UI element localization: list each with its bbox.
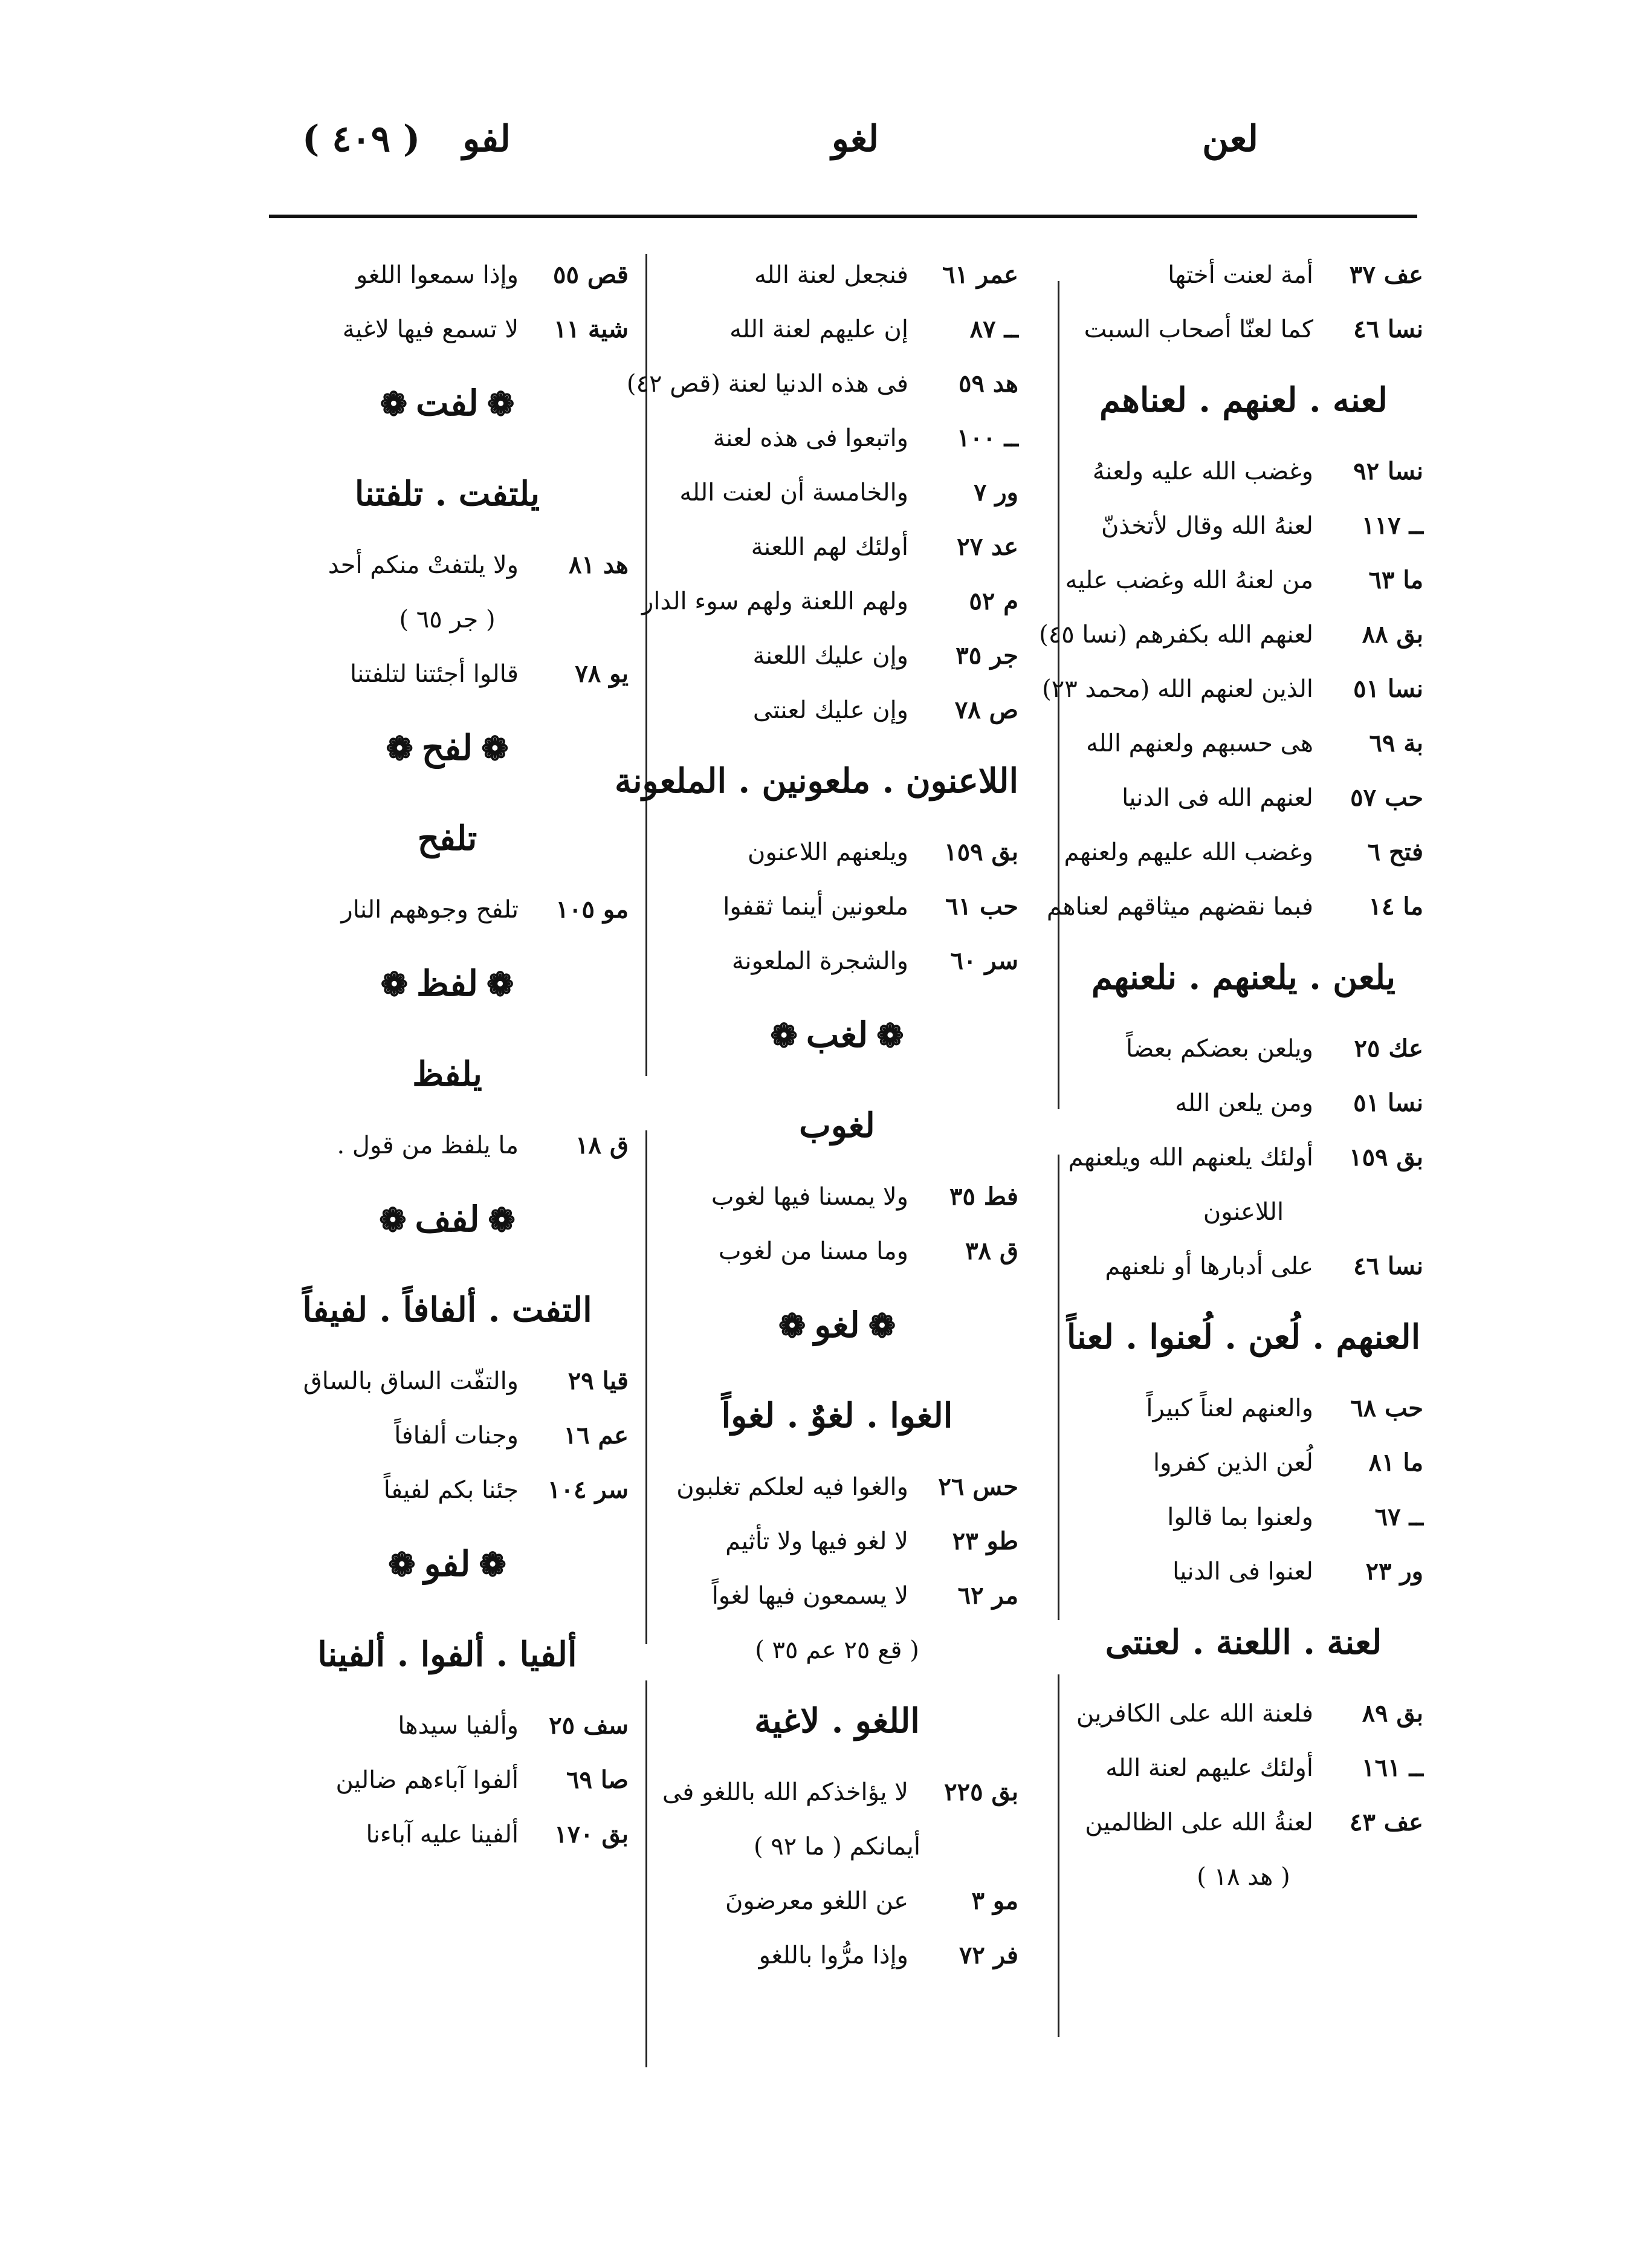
entry-reference: صا ٦٩ (566, 1766, 629, 1794)
index-entry (266, 248, 629, 302)
entry-text: لعنوا فى الدنيا (1172, 1558, 1313, 1586)
ornament-bracket-icon: ❁ (388, 1545, 416, 1584)
entry-text: من لعنهُ الله وغضب عليه (1065, 566, 1313, 594)
root-heading (266, 701, 629, 795)
index-entry (656, 825, 1018, 880)
index-entry (1064, 553, 1423, 608)
root-heading (266, 1517, 629, 1611)
entry-text: عن اللغو معرضونَ (725, 1887, 908, 1915)
ornament-bracket-icon: ❁ (778, 1306, 806, 1345)
column-right (1039, 248, 1423, 1904)
entry-text: ولعنوا بما قالوا (1167, 1503, 1313, 1531)
entry-text: قالوا أجئتنا لتلفتنا (349, 660, 519, 688)
entry-text: وجنات ألفافاً (394, 1422, 519, 1450)
entry-reference: نسا ٥١ (1353, 1089, 1423, 1117)
index-entry (656, 248, 1018, 302)
entry-reference: ــ ١١٧ (1362, 511, 1423, 540)
index-entry (1064, 1381, 1423, 1436)
index-entry (1064, 1076, 1423, 1130)
index-entry (266, 1408, 629, 1463)
index-entry (1064, 771, 1423, 825)
entry-text: وإن عليك لعنتى (752, 696, 908, 724)
entry-reference: هد ٥٩ (959, 369, 1018, 398)
entry-text: لُعن الذين كفروا (1153, 1449, 1313, 1477)
entry-text: ما يلفظ من قول . (337, 1132, 519, 1159)
index-entry (1064, 444, 1423, 499)
entry-reference: ور ٢٣ (1365, 1557, 1423, 1586)
index-entry (656, 683, 1018, 737)
entry-text: إن عليهم لعنة الله (729, 316, 908, 343)
index-entry (656, 1874, 1018, 1928)
entry-text: الذين لعنهم الله (محمد ٢٣) (1042, 675, 1313, 703)
entry-reference: عف ٣٧ (1349, 261, 1423, 289)
root-heading (266, 937, 629, 1031)
entry-reference: مو ١٠٥ (555, 895, 629, 924)
entry-text: ملعونين أينما ثقفوا (723, 893, 908, 921)
index-entry (266, 1807, 629, 1862)
index-entry (266, 647, 629, 701)
entry-text: ويلعنهم اللاعنون (748, 838, 908, 866)
entry-reference: ما ١٤ (1368, 892, 1423, 921)
entry-text: ولا يمسنا فيها لغوب (711, 1183, 908, 1211)
entry-reference: ما ٦٣ (1368, 566, 1423, 594)
entry-reference: حب ٥٧ (1350, 783, 1423, 812)
root-heading (266, 1173, 629, 1266)
entry-text: والغوا فيه لعلكم تغلبون (676, 1473, 908, 1501)
column-divider (645, 1680, 647, 2067)
column-divider (645, 1130, 647, 1644)
entry-text: ألفينا عليه آباءنا (366, 1821, 519, 1848)
root-heading (656, 988, 1018, 1082)
entry-reference: ق ٣٨ (965, 1237, 1018, 1265)
entry-reference: حس ٢٦ (938, 1473, 1018, 1501)
header-right-root: لعن (1202, 118, 1258, 160)
entry-reference: سر ١٠٤ (548, 1476, 629, 1504)
entry-text: ( جر ٦٥ ) (399, 606, 496, 633)
entry-text: لعنهُ الله وقال لأتخذنّ (1101, 512, 1313, 540)
entry-reference: مو ٣ (971, 1887, 1018, 1915)
page-number: ( ٤٠٩ ) (302, 118, 421, 160)
ornament-bracket-icon: ❁ (481, 729, 509, 768)
entry-text: لا لغو فيها ولا تأثيم (725, 1528, 908, 1555)
entry-reference: شية ١١ (554, 315, 629, 343)
index-entry (266, 302, 629, 357)
entry-reference: عمر ٦١ (942, 261, 1018, 289)
word-heading: اللغو . لاغية (754, 1701, 920, 1741)
index-entry (1064, 825, 1423, 880)
entry-text: لعنةُ الله على الظالمين (1085, 1809, 1313, 1836)
entry-reference: م ٥٢ (969, 587, 1018, 615)
index-entry (266, 883, 629, 937)
entry-reference: بق ٨٩ (1362, 1699, 1423, 1728)
entry-text: على أدبارها أو نلعنهم (1105, 1252, 1313, 1280)
entry-reference: مر ٦٢ (957, 1581, 1018, 1610)
index-entry (656, 1928, 1018, 1983)
word-heading: لغوب (799, 1106, 875, 1145)
column-divider (1058, 1674, 1059, 2037)
column-left (266, 248, 629, 1862)
root-heading-text: لفت (416, 383, 479, 424)
word-heading: يلعن . يلعنهم . نلعنهم (1091, 957, 1395, 997)
index-entry (1064, 499, 1423, 553)
word-heading: يلفظ (412, 1054, 482, 1094)
entry-continuation (656, 1623, 1018, 1677)
ornament-bracket-icon: ❁ (876, 1016, 904, 1055)
word-heading: يلتفت . تلفتنا (354, 474, 540, 514)
root-heading-text: لفو (424, 1543, 471, 1584)
index-entry (656, 465, 1018, 520)
entry-reference: بق ١٥٩ (1349, 1143, 1423, 1171)
ornament-bracket-icon: ❁ (487, 965, 514, 1003)
entry-text: أمة لعنت أختها (1168, 261, 1313, 289)
index-entry (1064, 1022, 1423, 1076)
index-entry (1064, 1239, 1423, 1294)
entry-reference: عك ٢٥ (1354, 1034, 1423, 1063)
entry-reference: جر ٣٥ (956, 641, 1018, 670)
entry-reference: ور ٧ (973, 478, 1018, 507)
entry-reference: هد ٨١ (569, 551, 629, 579)
entry-text: هى حسبهم ولعنهم الله (1085, 730, 1313, 757)
root-heading-text: لغو (814, 1304, 860, 1346)
entry-reference: نسا ٤٦ (1353, 1252, 1423, 1280)
root-heading-text: لفف (415, 1199, 480, 1240)
entry-reference: حب ٦١ (945, 892, 1018, 921)
entry-reference: ــ ١٠٠ (957, 424, 1018, 452)
index-entry (656, 1460, 1018, 1514)
column-middle (614, 248, 1018, 1983)
entry-text: والخامسة أن لعنت الله (679, 479, 908, 507)
entry-text: لا يؤاخذكم الله باللغو فى (662, 1778, 908, 1806)
ornament-bracket-icon: ❁ (488, 1200, 516, 1239)
ornament-bracket-icon: ❁ (868, 1306, 896, 1345)
column-divider (1058, 1155, 1059, 1620)
index-entry (266, 538, 629, 592)
index-entry (1064, 1436, 1423, 1490)
entry-reference: ــ ١٦١ (1362, 1754, 1423, 1782)
entry-reference: ص ٧٨ (954, 696, 1018, 724)
entry-text: وغضب الله عليه ولعنهُ (1092, 458, 1313, 485)
entry-reference: ق ١٨ (575, 1131, 629, 1159)
index-entry (656, 411, 1018, 465)
ornament-bracket-icon: ❁ (380, 965, 408, 1003)
entry-text: كما لعنّا أصحاب السبت (1084, 316, 1313, 343)
root-heading-text: لغب (806, 1014, 868, 1055)
entry-text: فلعنة الله على الكافرين (1076, 1700, 1313, 1728)
entry-text: لعنهم الله بكفرهم (نسا ٤٥) (1039, 621, 1313, 649)
entry-reference: نسا ٤٦ (1353, 315, 1423, 343)
header-left-root: لفو (462, 118, 511, 160)
entry-text: والشجرة الملعونة (731, 947, 908, 975)
index-entry (1064, 302, 1423, 357)
entry-reference: فط ٣٥ (949, 1182, 1018, 1211)
entry-reference: بق ١٥٩ (944, 838, 1018, 866)
entry-text: وما مسنا من لغوب (718, 1237, 908, 1265)
index-entry (1064, 248, 1423, 302)
index-entry (1064, 1795, 1423, 1850)
entry-reference: نسا ٩٢ (1353, 457, 1423, 485)
word-heading: العنهم . لُعن . لُعنوا . لعناً (1066, 1317, 1421, 1357)
index-entry (656, 1514, 1018, 1569)
entry-text: فنجعل لعنة الله (754, 261, 908, 289)
index-entry (656, 520, 1018, 574)
index-entry (266, 1118, 629, 1173)
entry-reference: سف ٢٥ (549, 1711, 629, 1740)
index-entry (656, 1170, 1018, 1224)
entry-text: واتبعوا فى هذه لعنة (713, 424, 908, 452)
ornament-bracket-icon: ❁ (487, 384, 515, 423)
index-entry (656, 1224, 1018, 1278)
entry-text: أولئك يلعنهم الله ويلعنهم (1068, 1144, 1313, 1171)
index-entry (1064, 1490, 1423, 1544)
index-entry (656, 1765, 1018, 1819)
index-entry (1064, 716, 1423, 771)
index-entry (266, 1753, 629, 1807)
ornament-bracket-icon: ❁ (770, 1016, 798, 1055)
entry-text: أولئك عليهم لعنة الله (1105, 1754, 1313, 1782)
entry-reference: حب ٦٨ (1350, 1394, 1423, 1422)
index-entry (1064, 1741, 1423, 1795)
root-heading-text: لفظ (416, 963, 479, 1004)
word-heading: التفت . ألفافاً . لفيفاً (302, 1290, 592, 1330)
entry-reference: نسا ٥١ (1353, 675, 1423, 703)
entry-text: ألفوا آباءهم ضالين (335, 1766, 519, 1794)
entry-text: وإذا سمعوا اللغو (355, 261, 519, 289)
index-entry (1064, 1686, 1423, 1741)
entry-text: فى هذه الدنيا لعنة (قص ٤٢) (626, 370, 908, 398)
entry-text: ( قع ٢٥ عم ٣٥ ) (755, 1636, 919, 1664)
index-entry (1046, 880, 1423, 934)
entry-text: والعنهم لعناً كبيراً (1146, 1395, 1313, 1422)
entry-text: وإن عليك اللعنة (752, 642, 908, 670)
root-heading (266, 357, 629, 450)
entry-text: جئنا بكم لفيفاً (383, 1476, 519, 1504)
entry-text: أيمانكم ( ما ٩٢ ) (753, 1833, 921, 1861)
header-left (302, 118, 511, 160)
entry-reference: ما ٨١ (1368, 1448, 1423, 1477)
entry-text: وألفيا سيدها (398, 1712, 519, 1740)
entry-continuation (266, 592, 629, 647)
entry-reference: فتح ٦ (1367, 838, 1423, 866)
word-heading: الغوا . لغوٌ . لغواً (721, 1396, 953, 1436)
entry-continuation (1064, 1185, 1423, 1239)
entry-reference: عف ٤٣ (1349, 1808, 1423, 1836)
ornament-bracket-icon: ❁ (380, 384, 408, 423)
entry-reference: عد ٢٧ (957, 533, 1018, 561)
entry-reference: بق ٢٢٥ (944, 1778, 1018, 1806)
index-entry (1064, 1130, 1423, 1185)
entry-text: تلفح وجوههم النار (341, 896, 519, 924)
word-heading: اللاعنون . ملعونين . الملعونة (614, 761, 1018, 801)
root-heading-text: لفح (421, 727, 473, 768)
word-heading: ألفيا . ألفوا . ألفينا (317, 1635, 577, 1674)
header-middle-root: لغو (831, 118, 879, 160)
entry-text: لا تسمع فيها لاغية (342, 316, 519, 343)
entry-text: ويلعن بعضكم بعضاً (1126, 1035, 1313, 1063)
index-entry (641, 574, 1018, 629)
index-entry (656, 934, 1018, 988)
entry-reference: ــ ٦٧ (1374, 1503, 1423, 1531)
entry-reference: قص ٥٥ (552, 261, 629, 289)
ornament-bracket-icon: ❁ (386, 729, 413, 768)
index-entry (626, 357, 1018, 411)
entry-text: فبما نقضهم ميثاقهم لعناهم (1046, 893, 1313, 921)
entry-text: ( هد ١٨ ) (1197, 1863, 1290, 1891)
entry-reference: ــ ٨٧ (969, 315, 1018, 343)
index-entry (1039, 608, 1423, 662)
entry-reference: يو ٧٨ (575, 659, 629, 688)
entry-continuation (656, 1819, 1018, 1874)
entry-text: أولئك لهم اللعنة (751, 533, 908, 561)
entry-text: وغضب الله عليهم ولعنهم (1064, 838, 1313, 866)
entry-text: والتفّت الساق بالساق (303, 1367, 519, 1395)
index-entry (1064, 1544, 1423, 1599)
word-heading: لعنة . اللعنة . لعنتى (1105, 1622, 1382, 1662)
index-entry (656, 302, 1018, 357)
index-entry (266, 1699, 629, 1753)
index-entry (656, 629, 1018, 683)
entry-reference: سر ٦٠ (950, 947, 1018, 975)
entry-reference: فر ٧٢ (959, 1941, 1018, 1969)
entry-text: وإذا مرُّوا باللغو (758, 1942, 908, 1969)
ornament-bracket-icon: ❁ (479, 1545, 506, 1584)
index-entry (1042, 662, 1423, 716)
index-entry (266, 1354, 629, 1408)
entry-text: ولا يلتفتْ منكم أحد (328, 551, 519, 579)
entry-reference: قيا ٢٩ (568, 1367, 629, 1395)
root-heading (656, 1278, 1018, 1372)
entry-text: لعنهم الله فى الدنيا (1122, 784, 1313, 812)
entry-continuation (1064, 1850, 1423, 1904)
index-entry (656, 1569, 1018, 1623)
entry-reference: بق ٨٨ (1362, 620, 1423, 649)
word-heading: تلفح (417, 818, 477, 858)
entry-reference: بة ٦٩ (1369, 729, 1423, 757)
entry-text: لا يسمعون فيها لغواً (711, 1582, 908, 1610)
ornament-bracket-icon: ❁ (379, 1200, 407, 1239)
entry-text: ومن يلعن الله (1175, 1089, 1313, 1117)
header-rule (269, 215, 1417, 218)
index-entry (656, 880, 1018, 934)
entry-reference: عم ١٦ (563, 1421, 629, 1450)
entry-reference: طو ٢٣ (952, 1527, 1018, 1555)
index-entry (266, 1463, 629, 1517)
word-heading: لعنه . لعنهم . لعناهم (1099, 380, 1388, 420)
entry-text: ولهم اللعنة ولهم سوء الدار (641, 588, 908, 615)
entry-reference: بق ١٧٠ (554, 1820, 629, 1848)
entry-text: اللاعنون (1203, 1198, 1284, 1226)
